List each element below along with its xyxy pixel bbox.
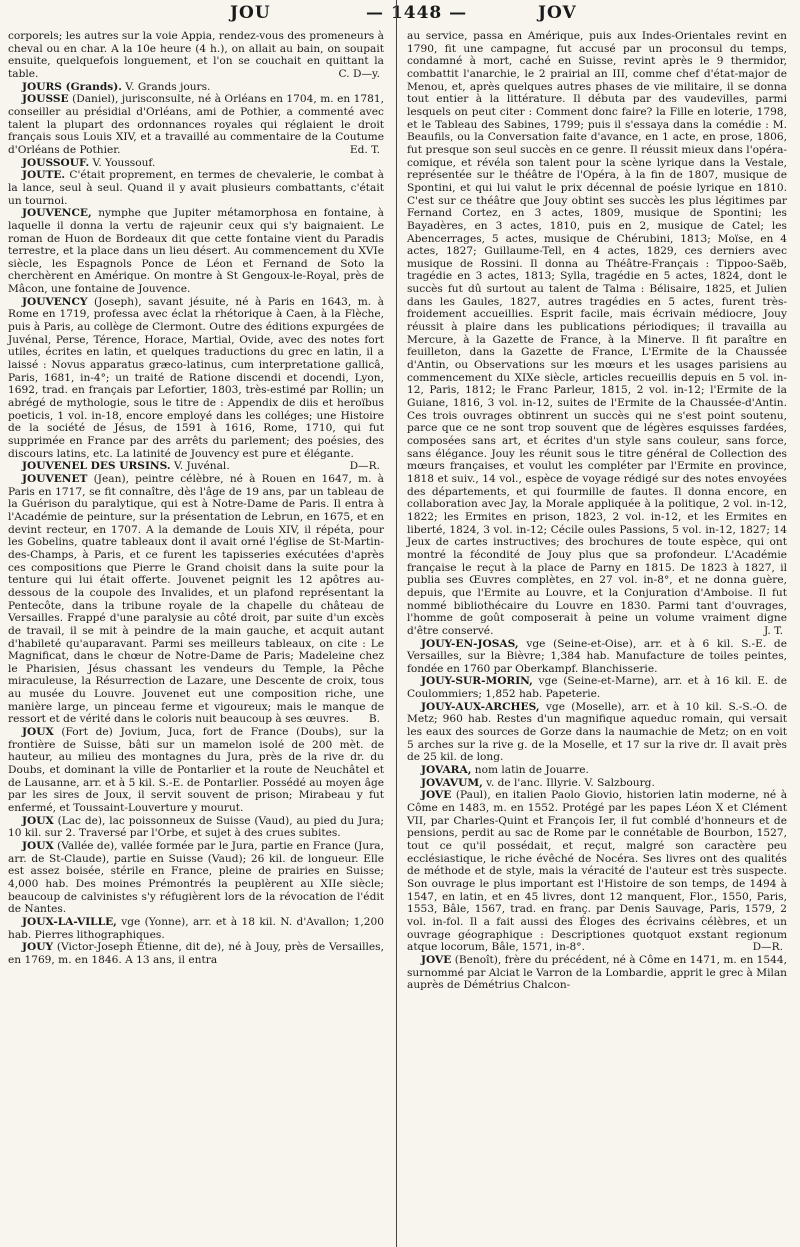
entry-headword: JOURS (Grands). bbox=[22, 80, 122, 93]
entry-text: (Daniel), jurisconsulte, né à Orléans en 1704, m. en 1781, conseiller au présidial d'Orléans, ami de Pothier, a commenté avec talent la plupart des ordonnances royales qui réglaient le droit français sous Louis XIV, et a travaillé au commentaire de la Coutume d'Orléans de Pothier. bbox=[8, 93, 384, 156]
running-header bbox=[0, 0, 800, 28]
dictionary-entry bbox=[407, 675, 787, 700]
page-number: — 1448 — bbox=[366, 3, 468, 23]
dictionary-entry bbox=[8, 93, 384, 156]
entry-signature: Ed. T. bbox=[349, 143, 380, 156]
entry-text: au service, passa en Amérique, puis aux Indes-Orientales revint en 1790, fit une campagne, fut accusé par un proconsul du temps, condamné à mort, caché en Suisse, revint après le 9 thermidor, combattit l'anarchie, le 2 prairial an III, comme chef d'état-major de Menou, et, après quelques autres phases de vie militaire, il se donna tout entier à la littérature. Il débuta par des vaudevilles, parmi lesquels on peut citer : Comment donc faire? la Fille en loterie, 1798, et le Tableau des Sabines, 1799; puis il s'essaya dans la comédie : M. Beaufils, ou la Conversation faite d'avance, en 1 acte, en prose, 1806, fut presque son seul succès en ce genre. Il réussit mieux dans l'opéra-comique, et révéla son talent pour la scène lyrique dans la Vestale, représentée sur le théâtre de l'Opéra, à la fin de 1807, musique de Spontini, et qui lui valut le prix décennal de poésie lyrique en 1810. C'est sur ce théâtre que Jouy obtint ses succès les plus légitimes par Fernand Cortez, en 3 actes, 1809, musique de Spontini; les Bayadères, en 3 actes, 1810, puis en 2, musique de Catel; les Abencerrages, 5 actes, musique de Chérubini, 1813; Moïse, en 4 actes, 1827; Guillaume-Tell, en 4 actes, 1829, ces derniers avec musique de Rossini. Il donna au Théâtre-Français : Tippoo-Saëb, tragédie en 3 actes, 1813; Sylla, tragédie en 5 actes, 1824, dont le succès fut dû surtout au talent de Talma : Bélisaire, 1825, et Julien dans les Gaules, 1827, autres tragédies en 5 actes, furent très-froidement accueillies. Esprit facile, mais écrivain médiocre, Jouy réussit à plaire dans les publications périodiques; il travailla au Mercure, à la Gazette de France, à la Minerve. Il fit paraître en feuilleton, dans la Gazette de France, L'Ermite de la Chaussée d'Antin, ou Observations sur les mœurs et les usages parisiens au commencement du XIXe siècle, articles recueillis depuis en 5 vol. in-12, Paris, 1812; le Franc Parleur, 1815, 2 vol. in-12; l'Ermite de la Guiane, 1816, 3 vol. in-12, suites de l'Ermite de la Chaussée-d'Antin. Ces trois ouvrages obtinrent un succès qui ne s'est point soutenu, parce que ce ne sont trop souvent que de légères esquisses fardées, composées sans art, et écrites d'un style sans couleur, sans force, sans élégance. Jouy les réunit sous le titre général de Collection des mœurs françaises, et voulut les compléter par l'Ermite en province, 1818 et suiv., 14 vol., espèce de voyage rédigé sur des notes envoyées des départements, et qui fourmille de fautes. Il donna encore, en collaboration avec Jay, la Morale appliquée à la politique, 2 vol. in-12, 1822; les Ermites en prison, 1823, 2 vol. in-12, et les Ermites en liberté, 1824, 3 vol. in-12; Cécile oules Passions, 5 vol. in-12, 1827; 14 Jeux de cartes instructives; des brochures de toute espèce, qui ont montré la fécondité de Jouy plus que sa profondeur. L'Académie française le reçut à la place de Parny en 1815. De 1823 à 1827, il publia ses Œuvres complètes, en 27 vol. in-8°, et ne donna guère, depuis, que l'Ermite au Louvre, et la Conjuration d'Amboise. Il fut nommé bibliothécaire du Louvre en 1830. Parmi tant d'ouvrages, l'homme de goût composerait à peine un volume vraiment digne d'être conservé. bbox=[407, 30, 787, 637]
entry-signature: C. D—y. bbox=[338, 67, 380, 80]
dictionary-entry bbox=[407, 777, 787, 790]
entry-headword: JOUX bbox=[22, 726, 54, 739]
entry-headword: JOUY-EN-JOSAS, bbox=[421, 637, 519, 650]
entry-headword: JOVAVUM, bbox=[421, 776, 483, 789]
entry-text: V. Grands jours. bbox=[125, 80, 211, 93]
entry-headword: JOUVENEL DES URSINS. bbox=[22, 460, 171, 473]
column-divider bbox=[396, 0, 397, 1247]
entry-headword: JOUTE. bbox=[22, 169, 66, 182]
dictionary-entry bbox=[8, 81, 384, 94]
dictionary-entry bbox=[407, 764, 787, 777]
entry-text: vge (Moselle), arr. et à 10 kil. S.-S.-O. de Metz; 960 hab. Restes d'un magnifique aqueduc romain, qui versait les eaux des sources de Gorze dans la naumachie de Metz; on en voit 5 arches sur la rive g. de la Moselle, et 17 sur la rive dr. Il avait près de 25 kil. de long. bbox=[407, 700, 787, 764]
entry-text: (Jean), peintre célèbre, né à Rouen en 1647, m. à Paris en 1717, se fit connaître, dès l'âge de 19 ans, par un tableau de la Guérison du paralytique, qui est à Notre-Dame de Paris. Il entra à l'Académie de peinture, sur la présentation de Lebrun, en 1675, et en devint recteur, en 1707. A la demande de Louis XIV, il répéta, pour les Gobelins, quatre tableaux dont il avait orné l'église de St-Martin-des-Champs, à Paris, et ce furent les tapisseries exécutées d'après ces compositions que Pierre le Grand choisit dans la suite pour la tenture qui lui était offerte. Jouvenet peignit les 12 apôtres au-dessous de la coupole des Invalides, et un plafond représentant la Pentecôte, dans la tribune royale de la chapelle du château de Versailles. Frappé d'une paralysie au côté droit, par suite d'un excès de travail, il se mit à peindre de la main gauche, et acquit autant d'habileté qu'auparavant. Parmi ses meilleurs tableaux, on cite : Le Magnificat, dans le chœur de Notre-Dame de Paris; Madeleine chez le Pharisien, Jésus chassant les vendeurs du Temple, la Pêche miraculeuse, la Résurrection de Lazare, une Descente de croix, tous au musée du Louvre. Jouvenet eut une composition riche, une manière large, un pinceau ferme et vigoureux; mais le manque de ressort et de vérité dans le coloris nuit beaucoup à ses œuvres. bbox=[8, 472, 384, 726]
entry-text: (Benoît), frère du précédent, né à Côme en 1471, m. en 1544, surnommé par Alciat le Varron de la Lombardie, apprit le grec à Milan auprès de Démétrius Chalcon- bbox=[407, 953, 787, 992]
dictionary-entry bbox=[8, 840, 384, 916]
entry-text: nom latin de Jouarre. bbox=[474, 764, 589, 777]
entry-headword: JOUX bbox=[22, 814, 54, 827]
entry-headword: JOUVENCY bbox=[22, 295, 88, 308]
entry-text: (Vallée de), vallée formée par le Jura, partie en France (Jura, arr. de St-Claude), partie en Suisse (Vaud); 26 kil. de longueur. Elle est assez boisée, stérile en France, pleine de prairies en Suisse; 4,000 hab. Des moines Prémontrés la peuplèrent au XIIe siècle; beaucoup de calvinistes s'y réfugièrent lors de la révocation de l'édit de Nantes. bbox=[8, 840, 384, 916]
dictionary-entry bbox=[8, 30, 384, 81]
entry-headword: JOUVENCE, bbox=[22, 207, 92, 220]
entry-headword: JOUSSOUF. bbox=[22, 156, 90, 169]
left-column bbox=[8, 30, 384, 967]
entry-text: (Fort de) Jovium, Juca, fort de France (Doubs), sur la frontière de Suisse, bâti sur un mamelon isolé de 200 mèt. de hauteur, au milieu des montagnes du Jura, près de la rive dr. du Doubs, et dominant la ville de Pontarlier et la route de Neuchâtel et de Lausanne, arr. et à 5 kil. S.-E. de Pontarlier. Possédé au moyen âge par les sires de Joux, il servit souvent de prison; Mirabeau y fut enfermé, et Toussaint-Louverture y mourut. bbox=[8, 726, 385, 815]
dictionary-entry bbox=[8, 460, 384, 473]
dictionary-entry bbox=[8, 916, 384, 941]
entry-headword: JOUY-AUX-ARCHES, bbox=[421, 700, 540, 713]
dictionary-entry bbox=[8, 726, 384, 815]
entry-headword: JOVE bbox=[421, 789, 452, 802]
dictionary-entry bbox=[8, 473, 384, 726]
entry-headword: JOUY-SUR-MORIN, bbox=[421, 675, 533, 688]
entry-text: vge (Yonne), arr. et à 18 kil. N. d'Avallon; 1,200 hab. Pierres lithographiques. bbox=[8, 915, 384, 941]
dictionary-entry bbox=[407, 701, 787, 764]
entry-signature: D—R. bbox=[349, 460, 380, 473]
header-right-word: JOV bbox=[538, 3, 577, 23]
entry-text: V. Juvénal. bbox=[173, 460, 230, 473]
header-left-word: JOU bbox=[230, 3, 271, 23]
entry-text: vge (Seine-et-Oise), arr. et à 6 kil. S.-E. de Versailles, sur la Bièvre; 1,384 hab. Manufacture de toiles peintes, fondée en 1760 par Oberkampf. Blanchisserie. bbox=[407, 637, 787, 675]
entry-headword: JOUX-LA-VILLE, bbox=[22, 915, 117, 928]
entry-text: (Lac de), lac poissonneux de Suisse (Vaud), au pied du Jura; 10 kil. sur 2. Traversé par l'Orbe, et sujet à des crues subites. bbox=[8, 814, 385, 840]
entry-headword: JOVE bbox=[421, 953, 452, 966]
dictionary-entry bbox=[407, 638, 787, 676]
dictionary-entry bbox=[407, 789, 787, 954]
entry-text: (Joseph), savant jésuite, né à Paris en 1643, m. à Rome en 1719, professa avec éclat la rhétorique à Caen, à la Flèche, puis à Paris, au collège de Clermont. Outre des éditions expurgées de Juvénal, Perse, Térence, Horace, Martial, Ovide, avec des notes fort utiles, écrites en latin, et quelques traductions du grec en latin, il a laissé : Novus apparatus græco-latinus, cum interpretatione gallicâ, Paris, 1681, in-4°; un traité de Ratione discendi et docendi, Lyon, 1692, trad. en français par Lefortier, 1803, très-estimé par Rollin; un abrégé de mythologie, sous le titre de : Appendix de diis et heroïbus poeticis, 1 vol. in-18, encore employé dans les colléges; une Histoire de la société de Jésus, de 1591 à 1616, Rome, 1710, qui fut supprimée en France par des arrêts du parlement; des poésies, des discours latins, etc. La latinité de Jouvency est pure et élégante. bbox=[8, 295, 384, 460]
entry-text: (Paul), en italien Paolo Giovio, historien latin moderne, né à Côme en 1483, m. en 1552. Protégé par les papes Léon X et Clément VII, par Charles-Quint et François Ier, il fut comblé d'honneurs et de pensions, perdit au sac de Rome par le connétable de Bourbon, 1527, tout ce qu'il possédait, et reçut, malgré son caractère peu ecclésiastique, le riche évêché de Nocéra. Ses livres ont des qualités de méthode et de style, mais la véracité de l'auteur est très suspecte. Son ouvrage le plus important est l'Histoire de son temps, de 1494 à 1547, en latin, et en 45 livres, dont 12 manquent, Flor., 1550, Paris, 1553, Bâle, 1567, trad. en franç. par Denis Sauvage, Paris, 1579, 2 vol. in-fol. Il a fait aussi des Éloges des écrivains célèbres, et un ouvrage géographique : Descriptiones quotquot exstant regionum atque locorum, Bâle, 1571, in-8°. bbox=[407, 789, 788, 954]
entry-headword: JOUSSE bbox=[22, 93, 69, 106]
dictionary-entry bbox=[8, 169, 384, 207]
entry-text: (Victor-Joseph Étienne, dit de), né à Jouy, près de Versailles, en 1769, m. en 1846. A 13 ans, il entra bbox=[8, 941, 384, 966]
dictionary-entry bbox=[8, 941, 384, 966]
dictionary-entry bbox=[407, 30, 787, 638]
entry-signature: B. bbox=[368, 713, 380, 726]
dictionary-entry bbox=[8, 815, 384, 840]
entry-headword: JOUVENET bbox=[22, 472, 88, 485]
entry-signature: J. T. bbox=[763, 624, 783, 637]
entry-headword: JOVARA, bbox=[421, 764, 472, 777]
entry-text: C'était proprement, en termes de chevalerie, le combat à la lance, seul à seul. Quand il y avait plusieurs combattants, c'était un tournoi. bbox=[8, 169, 384, 207]
entry-text: V. Youssouf. bbox=[92, 156, 156, 169]
right-column bbox=[407, 30, 787, 992]
dictionary-entry bbox=[8, 207, 384, 296]
entry-text: v. de l'anc. Illyrie. V. Salzbourg. bbox=[486, 776, 655, 789]
dictionary-entry bbox=[8, 157, 384, 170]
entry-text: corporels; les autres sur la voie Appia, rendez-vous des promeneurs à cheval ou en char. A la 10e heure (4 h.), on allait au bain, on soupait ensuite, quelquefois longuement, et l'on se couchait en quittant la table. bbox=[8, 30, 384, 80]
entry-signature: D—R. bbox=[752, 941, 783, 954]
entry-headword: JOUY bbox=[22, 941, 54, 954]
entry-text: nymphe que Jupiter métamorphosa en fontaine, à laquelle il donna la vertu de rajeunir ceux qui s'y baignaient. Le roman de Huon de Bordeaux dit que cette fontaine vient du Paradis terrestre, et la place dans un lieu désert. Au commencement du XVIe siècle, les Espagnols Ponce de Léon et Fernand de Soto la cherchèrent en Amérique. On montre à St Gengoux-le-Royal, près de Mâcon, une fontaine de Jouvence. bbox=[8, 207, 384, 296]
entry-headword: JOUX bbox=[22, 840, 54, 852]
dictionary-entry bbox=[407, 954, 787, 992]
entry-text: vge (Seine-et-Marne), arr. et à 16 kil. E. de Coulommiers; 1,852 hab. Papeterie. bbox=[407, 675, 787, 701]
